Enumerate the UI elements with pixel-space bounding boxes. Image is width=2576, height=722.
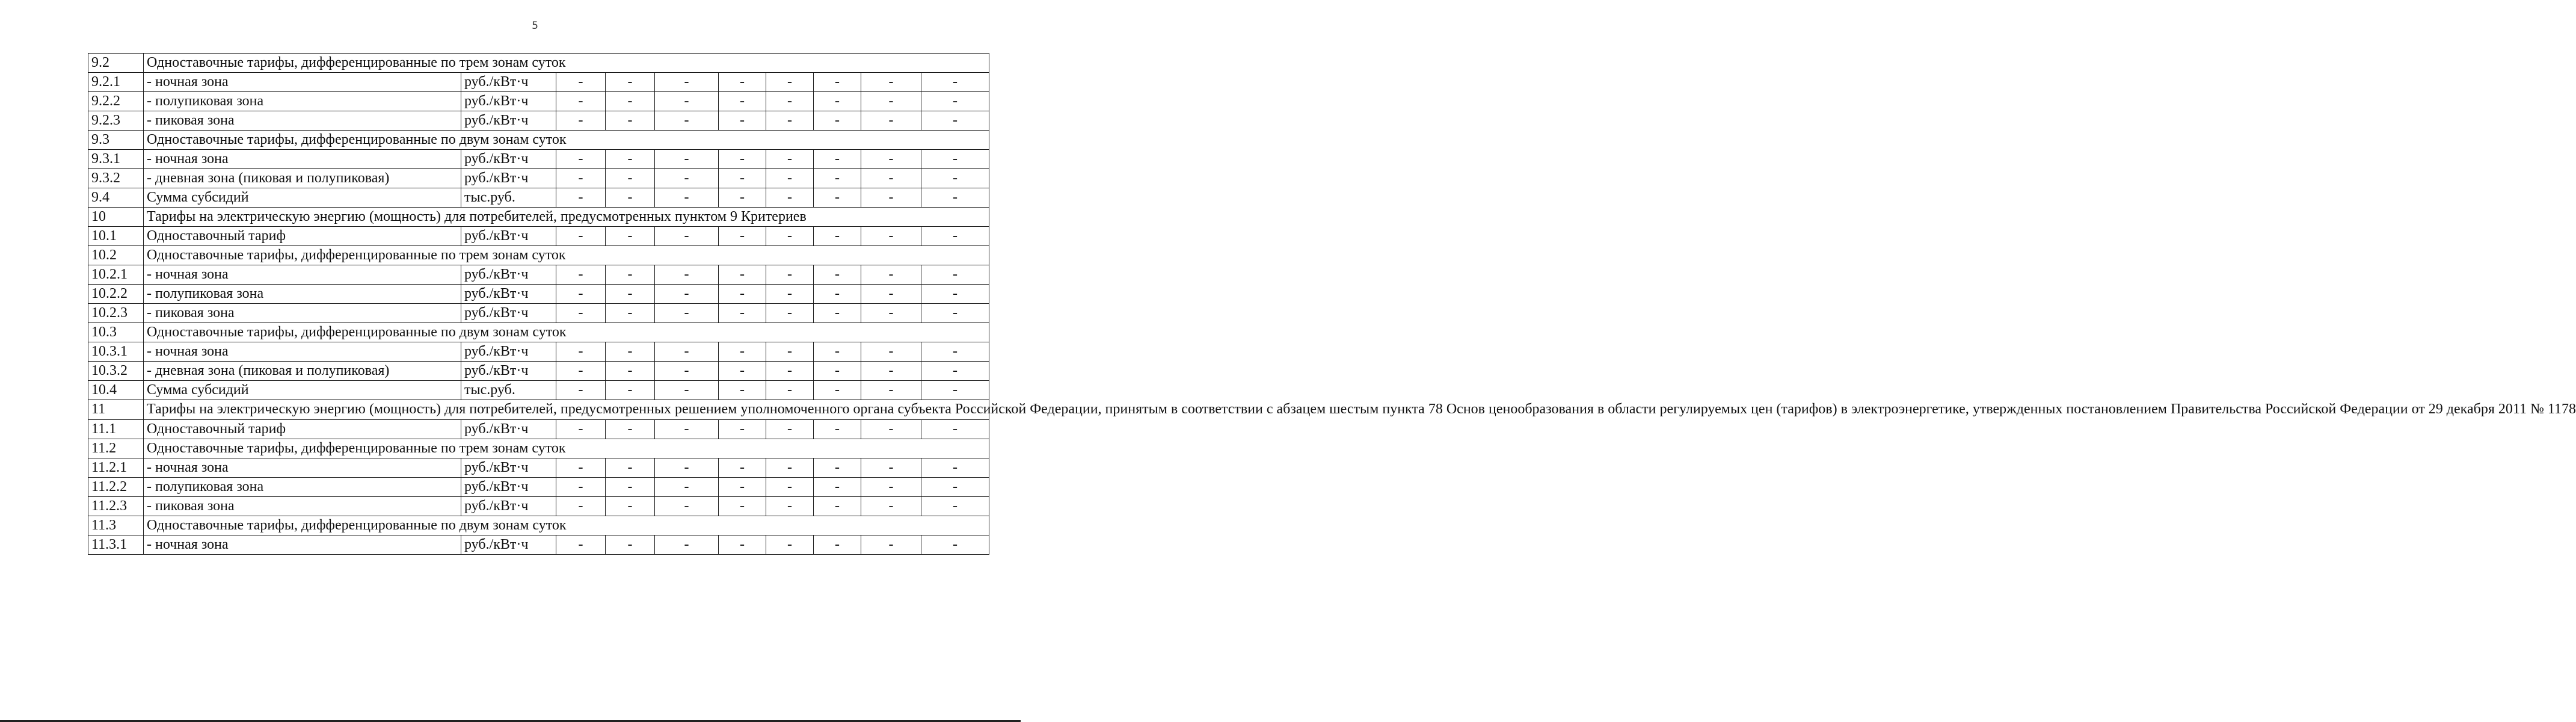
- table-row: [88, 265, 989, 285]
- value-cell: -: [861, 169, 921, 188]
- row-unit: руб./кВт·ч: [461, 362, 556, 381]
- row-label: - ночная зона: [144, 150, 461, 169]
- value-cell: -: [655, 92, 719, 111]
- value-cell: -: [861, 150, 921, 169]
- value-cell: -: [921, 496, 989, 516]
- row-number: 10.3: [88, 323, 144, 342]
- row-unit: руб./кВт·ч: [461, 304, 556, 323]
- row-label: - пиковая зона: [144, 111, 461, 131]
- value-cell: -: [766, 73, 814, 92]
- row-number: 9.2: [88, 54, 144, 73]
- value-cell: -: [861, 304, 921, 323]
- value-cell: -: [606, 227, 655, 246]
- value-cell: -: [921, 285, 989, 304]
- row-label: Одноставочный тариф: [144, 419, 461, 439]
- value-cell: -: [606, 419, 655, 439]
- value-cell: -: [814, 477, 861, 496]
- value-cell: -: [556, 73, 606, 92]
- value-cell: -: [606, 92, 655, 111]
- value-cell: -: [719, 304, 766, 323]
- row-label: - полупиковая зона: [144, 285, 461, 304]
- value-cell: -: [861, 419, 921, 439]
- row-label: - ночная зона: [144, 458, 461, 477]
- row-number: 11.1: [88, 419, 144, 439]
- value-cell: -: [655, 342, 719, 362]
- value-cell: -: [921, 111, 989, 131]
- row-label: Одноставочный тариф: [144, 227, 461, 246]
- value-cell: -: [556, 111, 606, 131]
- value-cell: -: [655, 188, 719, 208]
- value-cell: -: [719, 92, 766, 111]
- value-cell: -: [606, 496, 655, 516]
- value-cell: -: [655, 362, 719, 381]
- value-cell: -: [814, 150, 861, 169]
- value-cell: -: [655, 535, 719, 554]
- value-cell: -: [556, 227, 606, 246]
- value-cell: -: [814, 381, 861, 400]
- row-label: - ночная зона: [144, 342, 461, 362]
- value-cell: -: [861, 458, 921, 477]
- value-cell: -: [719, 169, 766, 188]
- row-unit: тыс.руб.: [461, 188, 556, 208]
- row-label: - дневная зона (пиковая и полупиковая): [144, 169, 461, 188]
- value-cell: -: [921, 458, 989, 477]
- row-number: 11.2: [88, 439, 144, 458]
- value-cell: -: [814, 342, 861, 362]
- value-cell: -: [719, 496, 766, 516]
- value-cell: -: [606, 285, 655, 304]
- value-cell: -: [814, 458, 861, 477]
- value-cell: -: [861, 496, 921, 516]
- value-cell: -: [556, 381, 606, 400]
- table-row: [88, 362, 989, 381]
- row-number: 10.1: [88, 227, 144, 246]
- value-cell: -: [814, 73, 861, 92]
- table-row: [88, 285, 989, 304]
- value-cell: -: [556, 92, 606, 111]
- value-cell: -: [921, 342, 989, 362]
- row-unit: руб./кВт·ч: [461, 419, 556, 439]
- table-row: [88, 111, 989, 131]
- value-cell: -: [861, 111, 921, 131]
- row-number: 11.2.2: [88, 477, 144, 496]
- row-number: 9.4: [88, 188, 144, 208]
- row-label: - ночная зона: [144, 73, 461, 92]
- value-cell: -: [655, 265, 719, 285]
- value-cell: -: [606, 362, 655, 381]
- value-cell: -: [719, 381, 766, 400]
- value-cell: -: [861, 188, 921, 208]
- value-cell: -: [606, 150, 655, 169]
- table-row: [88, 535, 989, 554]
- table-row: [88, 516, 989, 535]
- table-row: [88, 381, 989, 400]
- row-number: 9.3: [88, 131, 144, 150]
- value-cell: -: [655, 477, 719, 496]
- row-label: - ночная зона: [144, 265, 461, 285]
- row-unit: руб./кВт·ч: [461, 458, 556, 477]
- row-label: - пиковая зона: [144, 304, 461, 323]
- value-cell: -: [861, 285, 921, 304]
- value-cell: -: [556, 150, 606, 169]
- value-cell: -: [861, 535, 921, 554]
- row-label: - полупиковая зона: [144, 477, 461, 496]
- table-row: [88, 150, 989, 169]
- value-cell: -: [655, 458, 719, 477]
- value-cell: -: [921, 188, 989, 208]
- row-label: Тарифы на электрическую энергию (мощность) для потребителей, предусмотренных решением уполномоченного органа субъекта Российской Федерации, принятым в соответствии с абзацем шестым пункта 78 Основ ценообразования в области регулируемых цен (тарифов) в электроэнергетике, утвержденных постановлением Правительства Российской Федерации от 29 декабря 2011 № 1178: [144, 400, 989, 420]
- value-cell: -: [719, 111, 766, 131]
- value-cell: -: [766, 477, 814, 496]
- value-cell: -: [719, 150, 766, 169]
- value-cell: -: [766, 535, 814, 554]
- row-number: 11.2.3: [88, 496, 144, 516]
- row-label: Одноставочные тарифы, дифференцированные по трем зонам суток: [144, 246, 989, 265]
- value-cell: -: [861, 342, 921, 362]
- row-label: - ночная зона: [144, 535, 461, 554]
- row-label: Одноставочные тарифы, дифференцированные по трем зонам суток: [144, 54, 989, 73]
- value-cell: -: [719, 362, 766, 381]
- value-cell: -: [921, 477, 989, 496]
- row-label: - пиковая зона: [144, 496, 461, 516]
- value-cell: -: [606, 188, 655, 208]
- row-number: 10.3.1: [88, 342, 144, 362]
- value-cell: -: [814, 92, 861, 111]
- row-label: - полупиковая зона: [144, 92, 461, 111]
- value-cell: -: [814, 496, 861, 516]
- value-cell: -: [921, 381, 989, 400]
- row-unit: руб./кВт·ч: [461, 535, 556, 554]
- table-row: [88, 131, 989, 150]
- value-cell: -: [921, 535, 989, 554]
- value-cell: -: [814, 188, 861, 208]
- value-cell: -: [719, 458, 766, 477]
- value-cell: -: [814, 362, 861, 381]
- value-cell: -: [766, 496, 814, 516]
- value-cell: -: [921, 362, 989, 381]
- row-unit: руб./кВт·ч: [461, 150, 556, 169]
- row-unit: руб./кВт·ч: [461, 227, 556, 246]
- value-cell: -: [921, 73, 989, 92]
- value-cell: -: [814, 419, 861, 439]
- row-number: 9.2.2: [88, 92, 144, 111]
- table-row: [88, 188, 989, 208]
- value-cell: -: [766, 92, 814, 111]
- table-row: [88, 54, 989, 73]
- row-label: - дневная зона (пиковая и полупиковая): [144, 362, 461, 381]
- value-cell: -: [606, 73, 655, 92]
- value-cell: -: [655, 227, 719, 246]
- table-row: [88, 323, 989, 342]
- table-row: [88, 92, 989, 111]
- value-cell: -: [719, 477, 766, 496]
- value-cell: -: [766, 188, 814, 208]
- value-cell: -: [766, 265, 814, 285]
- table-row: [88, 246, 989, 265]
- value-cell: -: [655, 285, 719, 304]
- value-cell: -: [814, 111, 861, 131]
- value-cell: -: [766, 381, 814, 400]
- value-cell: -: [655, 381, 719, 400]
- value-cell: -: [921, 227, 989, 246]
- value-cell: -: [655, 304, 719, 323]
- value-cell: -: [766, 111, 814, 131]
- value-cell: -: [655, 496, 719, 516]
- value-cell: -: [606, 304, 655, 323]
- table-row: [88, 439, 989, 458]
- row-number: 11.3.1: [88, 535, 144, 554]
- value-cell: -: [606, 169, 655, 188]
- value-cell: -: [556, 304, 606, 323]
- value-cell: -: [556, 496, 606, 516]
- value-cell: -: [921, 304, 989, 323]
- row-unit: руб./кВт·ч: [461, 496, 556, 516]
- row-number: 11: [88, 400, 144, 420]
- row-number: 11.2.1: [88, 458, 144, 477]
- table-row: [88, 208, 989, 227]
- value-cell: -: [861, 73, 921, 92]
- row-number: 9.3.2: [88, 169, 144, 188]
- value-cell: -: [556, 285, 606, 304]
- value-cell: -: [766, 227, 814, 246]
- row-number: 10.3.2: [88, 362, 144, 381]
- value-cell: -: [719, 188, 766, 208]
- row-unit: руб./кВт·ч: [461, 92, 556, 111]
- table-row: [88, 496, 989, 516]
- row-unit: руб./кВт·ч: [461, 169, 556, 188]
- value-cell: -: [556, 188, 606, 208]
- value-cell: -: [766, 304, 814, 323]
- value-cell: -: [655, 169, 719, 188]
- value-cell: -: [814, 285, 861, 304]
- row-unit: руб./кВт·ч: [461, 342, 556, 362]
- value-cell: -: [814, 227, 861, 246]
- value-cell: -: [606, 342, 655, 362]
- value-cell: -: [766, 419, 814, 439]
- table-row: [88, 477, 989, 496]
- value-cell: -: [861, 362, 921, 381]
- value-cell: -: [766, 342, 814, 362]
- row-number: 9.2.3: [88, 111, 144, 131]
- value-cell: -: [556, 477, 606, 496]
- value-cell: -: [655, 419, 719, 439]
- row-number: 10.2.2: [88, 285, 144, 304]
- value-cell: -: [719, 227, 766, 246]
- table-row: [88, 169, 989, 188]
- value-cell: -: [606, 477, 655, 496]
- row-unit: руб./кВт·ч: [461, 111, 556, 131]
- value-cell: -: [921, 92, 989, 111]
- tariff-table: [88, 53, 2576, 555]
- row-label: Одноставочные тарифы, дифференцированные по двум зонам суток: [144, 323, 989, 342]
- value-cell: -: [921, 419, 989, 439]
- value-cell: -: [719, 342, 766, 362]
- table-row: [88, 400, 989, 420]
- row-number: 9.2.1: [88, 73, 144, 92]
- value-cell: -: [766, 150, 814, 169]
- value-cell: -: [814, 304, 861, 323]
- row-unit: руб./кВт·ч: [461, 265, 556, 285]
- table-row: [88, 304, 989, 323]
- value-cell: -: [719, 535, 766, 554]
- row-number: 10.2.3: [88, 304, 144, 323]
- table-row: [88, 227, 989, 246]
- page-number: 5: [532, 20, 538, 32]
- value-cell: -: [606, 381, 655, 400]
- value-cell: -: [606, 458, 655, 477]
- value-cell: -: [556, 458, 606, 477]
- value-cell: -: [719, 265, 766, 285]
- row-label: Одноставочные тарифы, дифференцированные по двум зонам суток: [144, 131, 989, 150]
- value-cell: -: [861, 381, 921, 400]
- row-number: 10: [88, 208, 144, 227]
- value-cell: -: [556, 419, 606, 439]
- row-number: 10.2.1: [88, 265, 144, 285]
- value-cell: -: [556, 535, 606, 554]
- value-cell: -: [814, 535, 861, 554]
- value-cell: -: [861, 477, 921, 496]
- row-label: Тарифы на электрическую энергию (мощность) для потребителей, предусмотренных пунктом 9 Критериев: [144, 208, 989, 227]
- value-cell: -: [606, 111, 655, 131]
- row-unit: тыс.руб.: [461, 381, 556, 400]
- table-row: [88, 458, 989, 477]
- row-label: Одноставочные тарифы, дифференцированные по двум зонам суток: [144, 516, 989, 535]
- value-cell: -: [655, 150, 719, 169]
- value-cell: -: [766, 169, 814, 188]
- value-cell: -: [921, 265, 989, 285]
- value-cell: -: [766, 285, 814, 304]
- value-cell: -: [606, 535, 655, 554]
- value-cell: -: [719, 285, 766, 304]
- row-unit: руб./кВт·ч: [461, 73, 556, 92]
- value-cell: -: [861, 265, 921, 285]
- value-cell: -: [719, 419, 766, 439]
- value-cell: -: [556, 362, 606, 381]
- row-label: Сумма субсидий: [144, 188, 461, 208]
- value-cell: -: [556, 342, 606, 362]
- value-cell: -: [719, 73, 766, 92]
- value-cell: -: [861, 92, 921, 111]
- value-cell: -: [655, 111, 719, 131]
- table-row: [88, 342, 989, 362]
- row-number: 10.4: [88, 381, 144, 400]
- table-row: [88, 419, 989, 439]
- value-cell: -: [861, 227, 921, 246]
- value-cell: -: [814, 169, 861, 188]
- value-cell: -: [655, 73, 719, 92]
- value-cell: -: [766, 458, 814, 477]
- row-label: Одноставочные тарифы, дифференцированные по трем зонам суток: [144, 439, 989, 458]
- table-row: [88, 73, 989, 92]
- row-number: 10.2: [88, 246, 144, 265]
- row-unit: руб./кВт·ч: [461, 285, 556, 304]
- value-cell: -: [921, 169, 989, 188]
- table-body: [88, 54, 2576, 555]
- row-number: 11.3: [88, 516, 144, 535]
- value-cell: -: [556, 265, 606, 285]
- value-cell: -: [606, 265, 655, 285]
- row-unit: руб./кВт·ч: [461, 477, 556, 496]
- value-cell: -: [766, 362, 814, 381]
- row-number: 9.3.1: [88, 150, 144, 169]
- value-cell: -: [921, 150, 989, 169]
- value-cell: -: [556, 169, 606, 188]
- value-cell: -: [814, 265, 861, 285]
- row-label: Сумма субсидий: [144, 381, 461, 400]
